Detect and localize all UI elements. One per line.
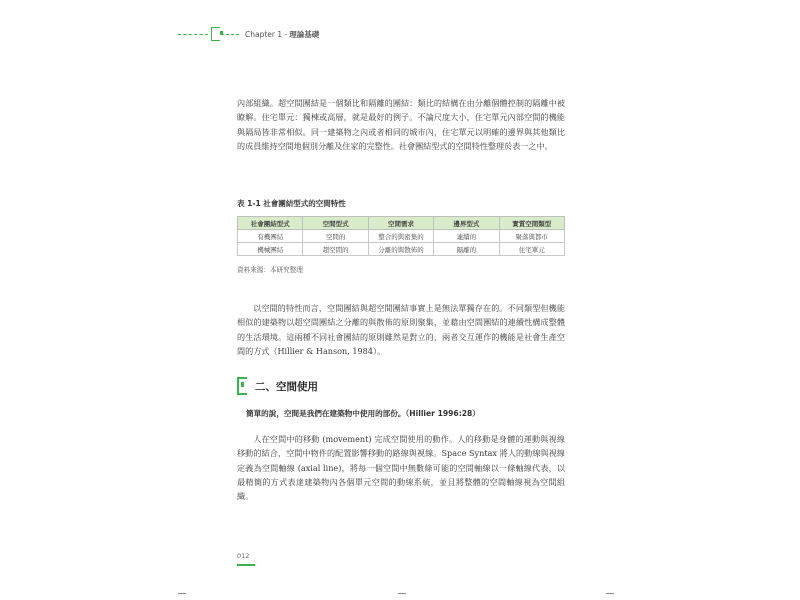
table-cell: 超空間的 [303, 243, 368, 256]
table-caption: 表 1-1 社會團結型式的空間特性 [237, 199, 346, 208]
section-marker-icon [237, 377, 247, 395]
crop-mark [606, 593, 614, 600]
table-row [238, 230, 565, 243]
table-cell: 隔離的 [434, 243, 499, 256]
table-cell: 連續的 [434, 230, 499, 243]
section-title: 二、空間使用 [255, 380, 318, 393]
table-header-cell: 空間需求 [368, 217, 433, 230]
chapter-title: 理論基礎 [289, 29, 320, 39]
section-heading [237, 377, 318, 395]
table-source-note: 資料來源：本研究整理 [237, 266, 303, 274]
crop-mark [398, 593, 406, 600]
table-cell: 分離的與散佈的 [368, 243, 433, 256]
bracket-icon [211, 27, 220, 41]
social-solidarity-table [237, 216, 565, 256]
header-dashed-line-right [221, 34, 239, 35]
page-number: 012 [237, 552, 250, 560]
table-cell: 機械團結 [238, 243, 303, 256]
table-cell: 整合的與密集的 [368, 230, 433, 243]
chapter-header [178, 26, 319, 42]
table-row [238, 243, 565, 256]
pull-quote: 簡單的說，空間是我們在建築物中使用的部份。（Hillier 1996:28） [246, 409, 480, 418]
table-header-row [238, 217, 565, 230]
page-number-underline [237, 564, 255, 566]
table-header-cell: 實質空間類型 [499, 217, 564, 230]
table-cell: 空間的 [303, 230, 368, 243]
header-dashed-line-left [178, 34, 208, 35]
body-paragraph-3: 人在空間中的移動 (movement) 完成空間使用的動作。人的移動是身體的運動與視線移動的結合，空間中物件的配置影響移動的路線與視線。Space Syntax 將人的動線與視線定義為空間軸線 (axial line)，將每一個空間中無數條可能的空間軸線以一條軸線代表，以最精簡的方式表達建築物內各個單元空間的動線系統，並且將整體的空間軸線視為空間組織。 [237, 434, 565, 502]
table-header-cell: 邊界型式 [434, 217, 499, 230]
chapter-number: Chapter 1 - [245, 29, 288, 39]
table-header-cell: 空間型式 [303, 217, 368, 230]
table-cell: 聚落與都市 [499, 230, 564, 243]
table-header-cell: 社會團結型式 [238, 217, 303, 230]
table-cell: 住宅單元 [499, 243, 564, 256]
crop-mark [178, 593, 186, 600]
body-paragraph-2: 以空間的特性而言，空間團結與超空間團結事實上是無法單獨存在的。不同類型但機能相似的建築物以超空間團結之分離的與散佈的原則聚集，並藉由空間團結的連續性構成整體的生活環境。這兩種不同社會團結的原則雖然是對立的，兩者交互運作的機能是社會生產空間的方式（Hillier & Hanson, 1984）。 [237, 303, 565, 356]
body-paragraph-1: 內部組織。超空間團結是一個類比和隔離的團結：類比的結構在由分離個體控制的隔離中被瞭解。住宅單元：獨棟或高層，就是最好的例子。不論尺度大小，住宅單元內部空間的機能與隔局皆非常相似。同一建築物之內或者相同的城市內，住宅單元以明確的邊界與其他類比的成員維持空間地個別分離及住家的完整性。社會團結型式的空間特性整理於表一之中。 [237, 98, 565, 151]
table-cell: 有機團結 [238, 230, 303, 243]
chapter-label [245, 29, 319, 40]
